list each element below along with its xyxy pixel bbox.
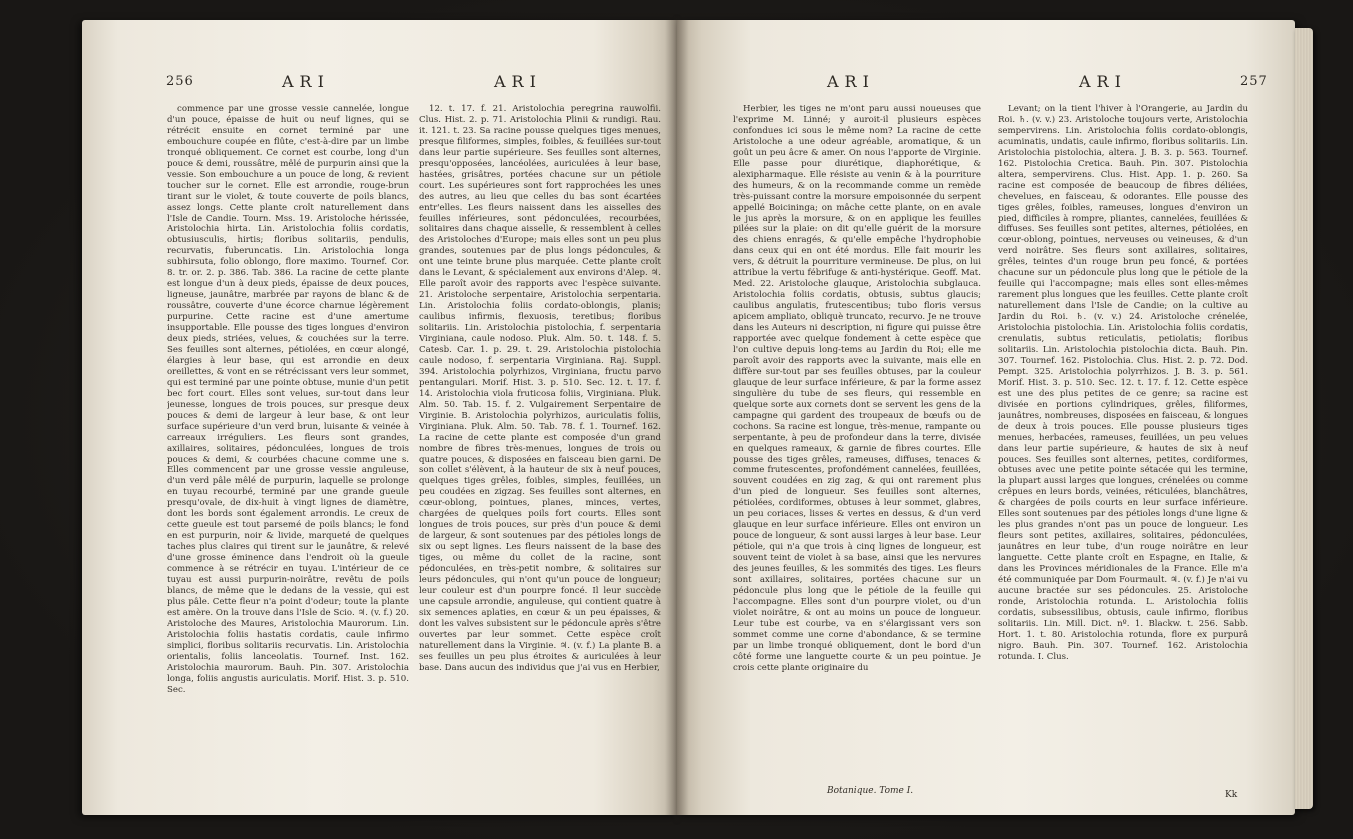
column-text: Levant; on la tient l'hiver à l'Orangerie, au Jardin du Roi. ♄. (v. v.) 23. Aristoloche toujours verte, Aristolochia sempervirens. Lin. Aristolochia foliis cordato-oblongis, acuminatis, undatis, caule infirmo, floribus solitariis. Lin. Aristolochia pistolochia, altera. J. B. 3. p. 563. Tournef. 162. Pistolochia Cretica. Bauh. Pin. 307. Pistolochia altera, sempervirens. Clus. Hist. App. 1. p. 260. Sa racine est composée de beaucoup de fibres déliées, chevelues, en faisceau, & odorantes. Elle pousse des tiges grêles, foibles, rameuses, longues d'environ un pied, difficiles à rompre, pliantes, cannelées, feuillées & diffuses. Ses feuilles sont petites, alternes, pétiolées, en cœur-oblong, pointues, nerveuses ou veineuses, & d'un verd noirâtre. Ses fleurs sont axillaires, solitaires, grêles, teintes d'un rouge brun peu foncé, & portées chacune sur un pédoncule plus long que le pétiole de la feuille qui l'accompagne; mais elles sont elles-mêmes rarement plus longues que les feuilles. Cette plante croît naturellement dans l'Isle de Candie; on la cultive au Jardin du Roi. ♄. (v. v.) 24. Aristoloche crénelée, Aristolochia pistolochia. Lin. Aristolochia foliis cordatis, crenulatis, subtus reticulatis, petiolatis; floribus solitariis. Lin. Aristolochia pistolochia dicta. Bauh. Pin. 307. Tournef. 162. Pistolochia. Clus. Hist. 2. p. 72. Dod. Pempt. 325. Aristolochia polyrrhizos. J. B. 3. p. 561. Morif. Hist. 3. p. 510. Sec. 12. t. 17. f. 12. Cette espèce est une des plus petites de ce genre; sa racine est divisée en portions cylindriques, grêles, filiformes, jaunâtres, nombreuses, disposées en faisceau, & longues de deux à trois pouces. Elle pousse plusieurs tiges menues, herbacées, rameuses, feuillées, un peu velues dans leur partie supérieure, & hautes de six à neuf pouces. Ses feuilles sont alternes, petites, cordiformes, obtuses avec une petite pointe sétacée qui les termine, la plupart aussi larges que longues, crénelées ou comme crêpues en leurs bords, veinées, réticulées, blanchâtres, & chargées de poils courts en leur surface inférieure. Elles sont soutenues par des pétioles longs d'une ligne & les plus grandes n'ont pas un pouce de longueur. Les fleurs sont petites, axillaires, solitaires, pédonculées, jaunâtres en leur tube, d'un rouge noirâtre en leur languette. Cette plante croît en Espagne, en Italie, & dans les Provinces méridionales de la France. Elle m'a été communiquée par Dom Fourmault. ♃. (v. f.) Je n'ai vu aucune bractée sur ses pédoncules. 25. Aristoloche ronde, Aristolochia rotunda. L. Aristolochia foliis cordatis, subsessilibus, obtusis, caule infirmo, floribus solitariis. Lin. Mill. Dict. nº. 1. Blackw. t. 256. Sabb. Hort. 1. t. 80. Aristolochia rotunda, flore ex purpurâ nigro. Bauh. Pin. 307. Tournef. 162. Aristolochia rotunda. I. Clus. (998, 104, 1248, 662)
left-page (82, 20, 677, 815)
right-page (677, 20, 1295, 815)
page-edges (1295, 28, 1313, 809)
text-column-1 (733, 104, 981, 784)
text-column-2 (419, 104, 661, 810)
column-text: Herbier, les tiges ne m'ont paru aussi noueuses que l'exprime M. Linné; y auroit-il plusieurs espèces confondues ici sous le même nom? La racine de cette Aristoloche a une odeur agréable, aromatique, & un goût un peu âcre & amer. On nous l'apporte de Virginie. Elle passe pour diurétique, diaphorétique, & alexipharmaque. Elle résiste au venin & à la pourriture des humeurs, & on la recommande comme un remède très-puissant contre la morsure empoisonnée du serpent appellé Boicininga; on mâche cette plante, on en avale le jus après la morsure, & on en applique les feuilles pilées sur la plaie: on dit qu'elle guérit de la morsure des chiens enragés, & qu'elle empêche l'hydrophobie dans ceux qui en ont été mordus. Elle fait mourir les vers, & détruit la pourriture vermineuse. De plus, on lui attribue la vertu fébrifuge & anti-hystérique. Geoff. Mat. Med. 22. Aristoloche glauque, Aristolochia subglauca. Aristolochia foliis cordatis, obtusis, subtus glaucis; caulibus angulatis, frutescentibus; tubo floris versus apicem ampliato, obliquè truncato, recurvo. Je ne trouve dans les Auteurs ni description, ni figure qui puisse être rapportée avec quelque fondement à cette espèce que l'on cultive depuis long-tems au Jardin du Roi; elle me paroît avoir des rapports avec la suivante, mais elle en diffère sur-tout par ses feuilles obtuses, par la couleur glauque de leur surface inférieure, & par la forme assez singulière du tube de ses fleurs, qui ressemble en quelque sorte aux cornets dont se servent les gens de la campagne qui gardent des troupeaux de bœufs ou de cochons. Sa racine est longue, très-menue, rampante ou serpentante, à peu de profondeur dans la terre, divisée en quelques rameaux, & garnie de fibres courtes. Elle pousse des tiges grêles, rameuses, diffuses, tenaces & comme frutescentes, profondément cannelées, feuillées, souvent coudées en zig zag, & qui ont rarement plus d'un pied de longueur. Ses feuilles sont alternes, pétiolées, cordiformes, obtuses à leur sommet, glabres, un peu coriaces, lisses & vertes en dessus, & d'un verd glauque en leur surface inférieure. Elles ont environ un pouce de longueur, & sont aussi larges à leur base. Leur pétiole, qui n'a que trois à cinq lignes de longueur, est souvent teint de violet à sa base, ainsi que les nervures des jeunes feuilles, & les sommités des tiges. Les fleurs sont axillaires, solitaires, portées chacune sur un pédoncule plus long que le pétiole de la feuille qui l'accompagne. Elles sont d'un pourpre violet, ou d'un violet noirâtre, & ont au moins un pouce de longueur. Leur tube est courbe, va en s'élargissant vers son sommet comme une corne d'abondance, & se termine par un limbe tronqué obliquement, dont le bord d'un côté forme une languette courte & un peu pointue. Je crois cette plante originaire du (733, 104, 981, 673)
column-text: commence par une grosse vessie cannelée, longue d'un pouce, épaisse de huit ou neuf lignes, qui se rétrécit ensuite en cornet terminé par une embouchure coupée en flûte, c'est-à-dire par un limbe tronqué obliquement. Ce cornet est courbe, long d'un pouce & demi, roussâtre, mêlé de purpurin ainsi que la vessie. Son embouchure a un pouce de long, & revient toucher sur le cornet. Elle est arrondie, rouge-brun tirant sur le violet, & toute couverte de poils blancs, assez longs. Cette plante croît naturellement dans l'Isle de Candie. Tourn. Mss. 19. Aristoloche hérissée, Aristolochia hirta. Lin. Aristolochia foliis cordatis, obtusiusculis, hirtis; floribus solitariis, pendulis, recurvatis, fuberuncatis. Lin. Aristolochia longa subhirsuta, folio oblongo, flore maximo. Tournef. Cor. 8. tr. or. 2. p. 386. Tab. 386. La racine de cette plante est longue d'un à deux pieds, épaisse de deux pouces, ligneuse, jaunâtre, marbrée par rayons de blanc & de roussâtre, couverte d'une écorce charnue légèrement purpurine. Cette racine est d'une amertume insupportable. Elle pousse des tiges longues d'environ deux pieds, striées, velues, & couchées sur la terre. Ses feuilles sont alternes, pétiolées, en cœur alongé, élargies à leur base, qui est arrondie en deux oreillettes, & vont en se rétrécissant vers leur sommet, qui est terminé par une pointe obtuse, munie d'un petit bec fort court. Elles sont velues, sur-tout dans leur jeunesse, longues de trois pouces, sur presque deux pouces & demi de largeur à leur base, & ont leur surface supérieure d'un verd brun, luisante & veinée à carreaux irréguliers. Les fleurs sont grandes, axillaires, solitaires, pédonculées, longues de trois pouces & demi, & courbées chacune comme une s. Elles commencent par une grosse vessie anguleuse, d'un verd pâle mêlé de purpurin, laquelle se prolonge en tuyau recourbé, terminé par une grande gueule presqu'ovale, de dix-huit à vingt lignes de diamètre, dont les bords sont également arrondis. Le creux de cette gueule est tout parsemé de poils blancs; le fond en est purpurin, noir & livide, marqueté de quelques taches plus claires qui tirent sur le jaunâtre, & relevé d'une grosse éminence dans l'endroit où la gueule commence à se rétrécir en tuyau. L'intérieur de ce tuyau est aussi purpurin-noirâtre, revêtu de poils blancs, de même que le dedans de la vessie, qui est plus pâle. Cette fleur n'a point d'odeur; toute la plante est amère. On la trouve dans l'Isle de Scio. ♃. (v. f.) 20. Aristoloche des Maures, Aristolochia Maurorum. Lin. Aristolochia foliis hastatis cordatis, caule infirmo simplici, floribus solitariis recurvatis. Lin. Aristolochia orientalis, foliis lanceolatis. Tournef. Inst. 162. Aristolochia maurorum. Bauh. Pin. 307. Aristolochia longa, foliis angustis auriculatis. Morif. Hist. 3. p. 510. Sec. (167, 104, 409, 695)
running-head: ARI (494, 72, 542, 91)
running-head: ARI (827, 72, 875, 91)
page-footer: Botanique. Tome I. (827, 786, 914, 796)
page-number: 256 (166, 74, 194, 89)
page-number: 257 (1240, 74, 1268, 89)
text-column-2 (998, 104, 1248, 787)
running-head: ARI (282, 72, 330, 91)
text-column-1 (167, 104, 409, 810)
column-text: 12. t. 17. f. 21. Aristolochia peregrina rauwolfii. Clus. Hist. 2. p. 71. Aristolochia Plinii & rundigi. Rau. it. 121. t. 23. Sa racine pousse quelques tiges menues, presque filiformes, simples, foibles, & feuillées sur-tout dans leur partie supérieure. Ses feuilles sont alternes, presqu'opposées, lancéolées, auriculées à leur base, hastées, grisâtres, portées chacune sur un pétiole court. Les supérieures sont fort rapprochées les unes des autres, au lieu que celles du bas sont écartées entr'elles. Les fleurs naissent dans les aisselles des feuilles inférieures, sont pédonculées, recourbées, solitaires dans chaque aisselle, & ressemblent à celles des Aristoloches d'Europe; mais elles sont un peu plus grandes, soutenues par de plus longs pédoncules, & ont une teinte brune plus marquée. Cette plante croît dans le Levant, & spécialement aux environs d'Alep. ♃. Elle paroît avoir des rapports avec l'espèce suivante. 21. Aristoloche serpentaire, Aristolochia serpentaria. Lin. Aristolochia foliis cordato-oblongis, planis; caulibus infirmis, flexuosis, teretibus; floribus solitariis. Lin. Aristolochia pistolochia, f. serpentaria Virginiana, caule nodoso. Pluk. Alm. 50. t. 148. f. 5. Catesb. Car. 1. p. 29. t. 29. Aristolochia pistolochia caule nodoso, f. serpentaria Virginiana. Raj. Suppl. 394. Aristolochia polyrhizos, Virginiana, fructu parvo pentangulari. Morif. Hist. 3. p. 510. Sec. 12. t. 17. f. 14. Aristolochia viola fruticosa foliis, Virginiana. Pluk. Alm. 50. Tab. 15. f. 2. Vulgairement Serpentaire de Virginie. B. Aristolochia polyrhizos, auriculatis foliis, Virginiana. Pluk. Alm. 50. Tab. 78. f. 1. Tournef. 162. La racine de cette plante est composée d'un grand nombre de fibres très-menues, longues de trois ou quatre pouces, & disposées en faisceau bien garni. De son collet s'élèvent, à la hauteur de six à neuf pouces, quelques tiges grêles, foibles, simples, feuillées, un peu coudées en zigzag. Ses feuilles sont alternes, en cœur-oblong, pointues, planes, minces, vertes, chargées de quelques poils fort courts. Elles sont longues de trois pouces, sur près d'un pouce & demi de largeur, & sont soutenues par des pétioles longs de six ou sept lignes. Les fleurs naissent de la base des tiges, ou même du collet de la racine, sont pédonculées, en très-petit nombre, & solitaires sur leurs pédoncules, qui n'ont qu'un pouce de longueur; leur couleur est d'un pourpre foncé. Il leur succède une capsule arrondie, anguleuse, qui contient quatre à six semences aplaties, en cœur & un peu épaisses, & dont les valves subsistent sur le pédoncule après s'être ouvertes par leur sommet. Cette espèce croît naturellement dans la Virginie. ♃. (v. f.) La plante B. a ses feuilles un peu plus étroites & auriculées à leur base. Dans aucun des individus que j'ai vus en Herbier, (419, 104, 661, 673)
running-head: ARI (1079, 72, 1127, 91)
book-gutter (665, 20, 689, 815)
signature-mark: Kk (1225, 790, 1238, 800)
